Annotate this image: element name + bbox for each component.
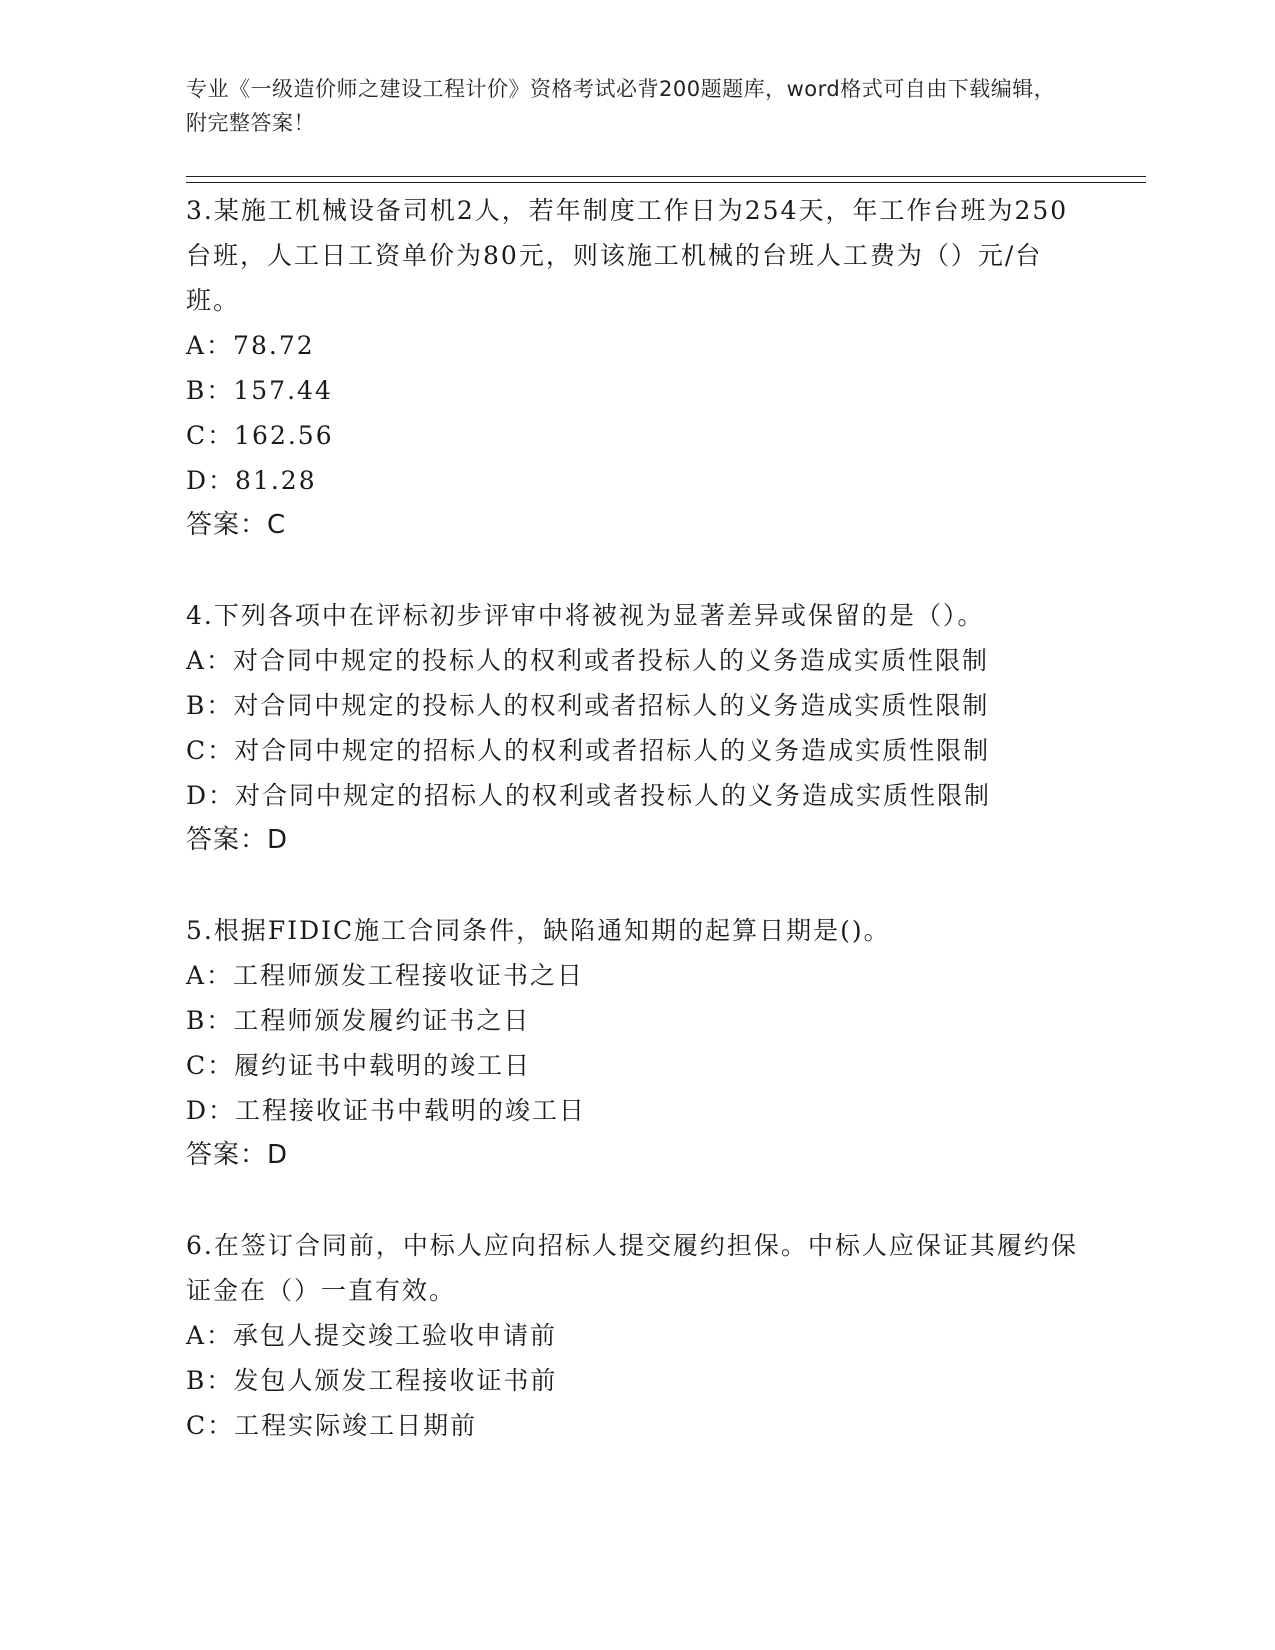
header-divider-top	[186, 176, 1146, 177]
question-stem: 5.根据FIDIC施工合同条件，缺陷通知期的起算日期是()。	[186, 916, 891, 945]
spacer	[186, 863, 1086, 908]
question-stem: 6.在签订合同前，中标人应向招标人提交履约担保。中标人应保证其履约保证金在（）一直有效。	[186, 1231, 1078, 1305]
option-d: D：对合同中规定的招标人的权利或者投标人的义务造成实质性限制	[186, 781, 992, 810]
option-c: C：工程实际竣工日期前	[186, 1411, 478, 1440]
option-d: D：工程接收证书中载明的竣工日	[186, 1096, 587, 1125]
option-c: C：162.56	[186, 421, 334, 450]
option-a: A：工程师颁发工程接收证书之日	[186, 961, 585, 990]
option-b: B：工程师颁发履约证书之日	[186, 1006, 531, 1035]
answer: 答案：C	[186, 510, 287, 540]
header-divider-bottom	[186, 182, 1146, 183]
header-text: 专业《一级造价师之建设工程计价》资格考试必背200题题库，word格式可自由下载编辑，附完整答案！	[186, 77, 1056, 135]
option-a: A：78.72	[186, 331, 315, 360]
answer: 答案：D	[186, 1140, 289, 1170]
question-6	[186, 1223, 1086, 1448]
option-a: A：对合同中规定的投标人的权利或者投标人的义务造成实质性限制	[186, 646, 990, 675]
question-stem: 3.某施工机械设备司机2人，若年制度工作日为254天，年工作台班为250台班，人工日工资单价为80元，则该施工机械的台班人工费为（）元/台班。	[186, 196, 1069, 315]
option-b: B：对合同中规定的投标人的权利或者招标人的义务造成实质性限制	[186, 691, 990, 720]
option-b: B：发包人颁发工程接收证书前	[186, 1366, 558, 1395]
option-b: B：157.44	[186, 376, 333, 405]
spacer	[186, 1178, 1086, 1223]
spacer	[186, 548, 1086, 593]
question-3	[186, 188, 1086, 548]
question-list	[186, 188, 1086, 1448]
option-c: C：履约证书中载明的竣工日	[186, 1051, 532, 1080]
page-header	[186, 72, 1066, 140]
question-5	[186, 908, 1086, 1178]
answer: 答案：D	[186, 825, 289, 855]
option-c: C：对合同中规定的招标人的权利或者招标人的义务造成实质性限制	[186, 736, 991, 765]
question-4	[186, 593, 1086, 863]
option-a: A：承包人提交竣工验收申请前	[186, 1321, 558, 1350]
option-d: D：81.28	[186, 466, 317, 495]
question-stem: 4.下列各项中在评标初步评审中将被视为显著差异或保留的是（）。	[186, 601, 985, 630]
